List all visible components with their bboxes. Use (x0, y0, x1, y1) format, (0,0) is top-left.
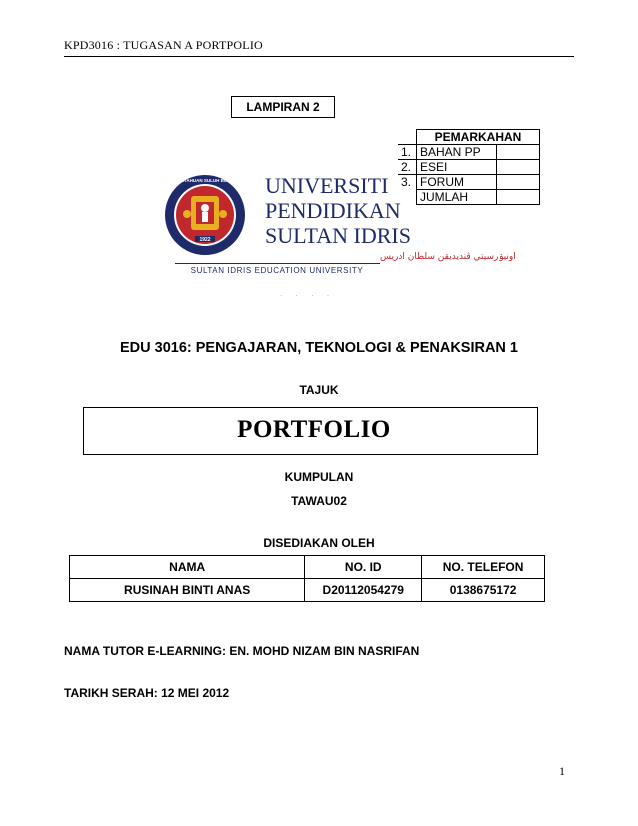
student-phone: 0138675172 (422, 579, 545, 602)
marks-row-num: 1. (398, 145, 417, 160)
marks-row-label: FORUM (417, 175, 497, 190)
course-title: EDU 3016: PENGAJARAN, TEKNOLOGI & PENAKSIRAN 1 (119, 340, 518, 356)
marks-row-value (497, 160, 540, 175)
header-divider (64, 56, 574, 57)
student-table (69, 555, 545, 602)
column-header: NAMA (70, 556, 305, 579)
student-id: D20112054279 (305, 579, 422, 602)
prepared-by-label: DISEDIAKAN OLEH (263, 536, 375, 550)
group-label: KUMPULAN (284, 470, 354, 484)
marks-row-value (497, 190, 540, 205)
marks-row (398, 160, 540, 175)
logo-jawi: اونيۏرسيتي ڤنديديقن سلطان ادريس (380, 252, 516, 262)
title-label: TAJUK (299, 383, 339, 397)
marks-row-num (398, 190, 417, 205)
marks-table (398, 129, 540, 205)
marks-row-label: BAHAN PP (417, 145, 497, 160)
page-header: KPD3016 : TUGASAN A PORTPOLIO (64, 38, 263, 52)
seal-motto: PENGETAHUAN SULUH BUDIMAN (168, 178, 242, 183)
marks-table-title: PEMARKAHAN (417, 130, 540, 145)
tutor-name: NAMA TUTOR E-LEARNING: EN. MOHD NIZAM BIN NASRIFAN (64, 644, 420, 658)
logo-line-2: PENDIDIKAN (265, 198, 401, 223)
student-name: RUSINAH BINTI ANAS (70, 579, 305, 602)
logo-decoration: · · · · (280, 293, 335, 299)
marks-row-value (497, 145, 540, 160)
column-header: NO. ID (305, 556, 422, 579)
column-header: NO. TELEFON (422, 556, 545, 579)
university-seal-icon (165, 175, 245, 255)
marks-row-label: JUMLAH (417, 190, 497, 205)
marks-row (398, 175, 540, 190)
appendix-label: LAMPIRAN 2 (231, 96, 335, 118)
page-number: 1 (559, 764, 565, 778)
document-title: PORTFOLIO (237, 416, 391, 443)
logo-line-3: SULTAN IDRIS (265, 223, 411, 248)
marks-row-value (497, 175, 540, 190)
marks-row (398, 190, 540, 205)
marks-row-num: 2. (398, 160, 417, 175)
marks-row-label: ESEI (417, 160, 497, 175)
marks-row-num: 3. (398, 175, 417, 190)
group-name: TAWAU02 (291, 494, 347, 508)
table-header-row (70, 556, 545, 579)
logo-subtitle: SULTAN IDRIS EDUCATION UNIVERSITY (190, 266, 364, 275)
table-row (70, 579, 545, 602)
seal-year: 1922 (199, 237, 211, 243)
submission-date: TARIKH SERAH: 12 MEI 2012 (64, 686, 230, 700)
logo-line-1: UNIVERSITI (265, 173, 389, 198)
marks-row (398, 145, 540, 160)
